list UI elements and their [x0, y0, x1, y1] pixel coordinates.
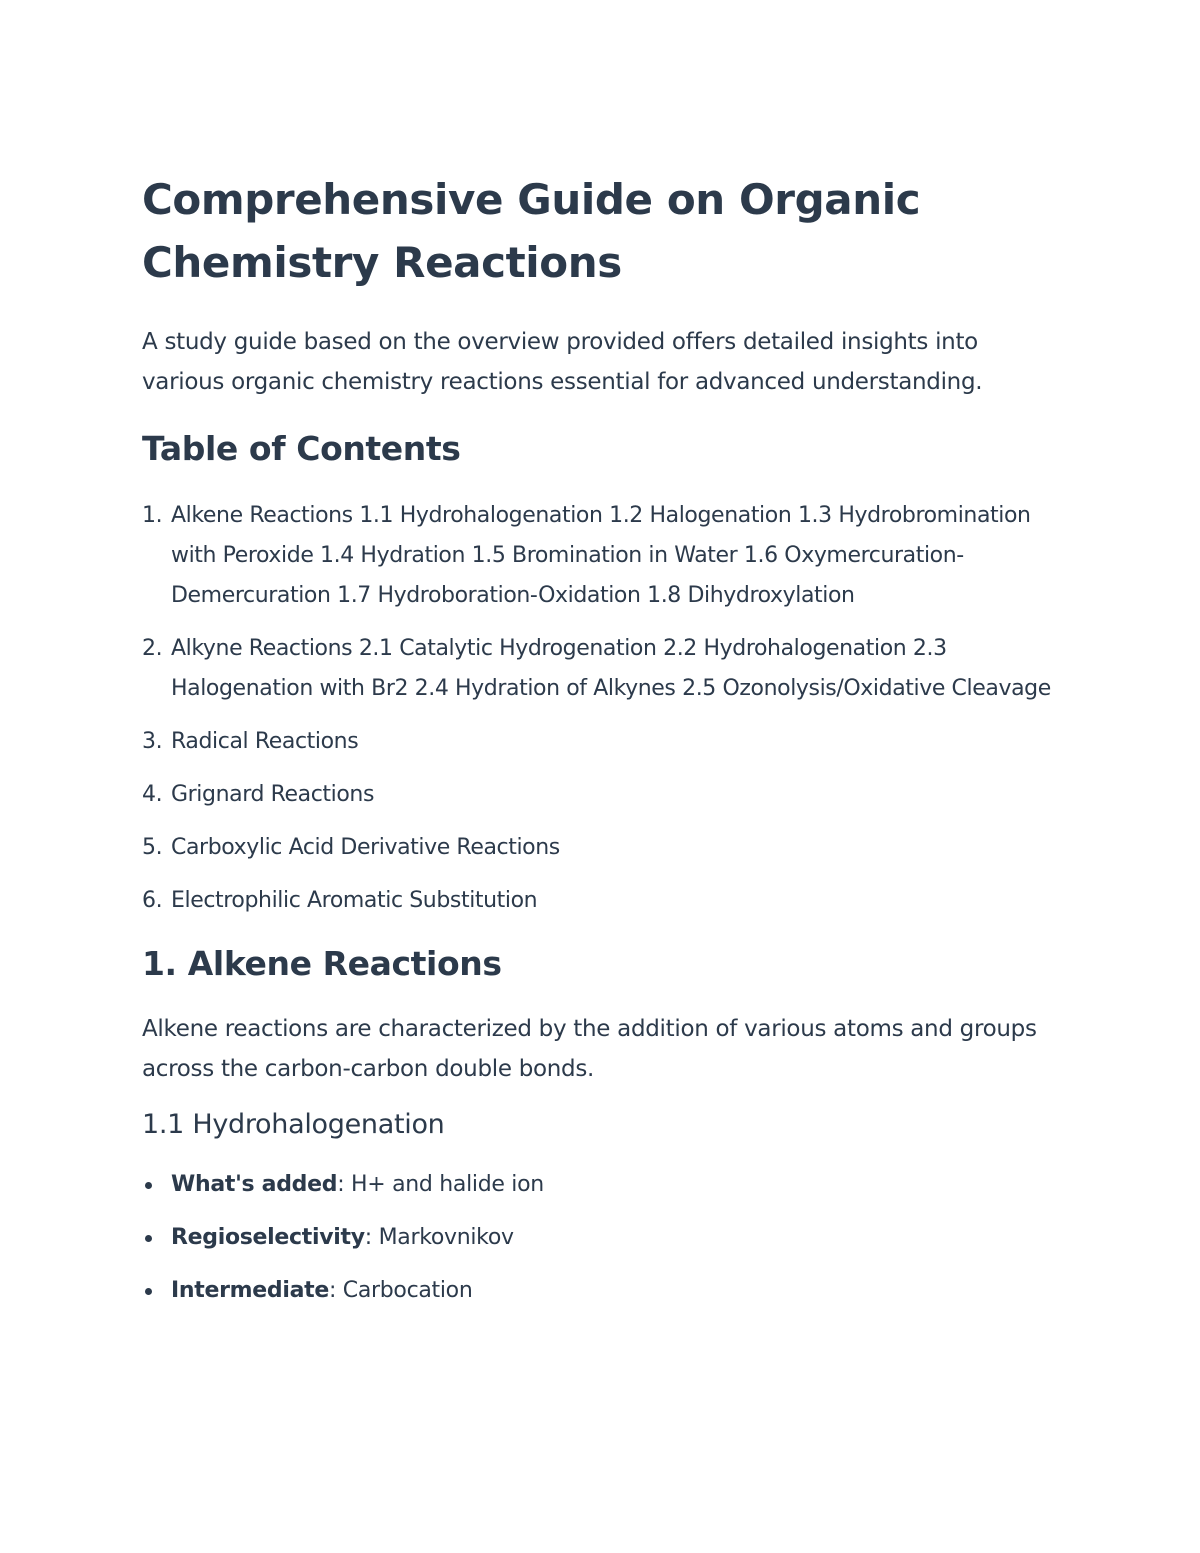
- toc-item-text: Alkyne Reactions 2.1 Catalytic Hydrogenation 2.2 Hydrohalogenation 2.3 Halogenation with Br2 2.4 Hydration of Alkynes 2.5 Ozonolysis/Oxidative Cleavage: [171, 636, 1051, 701]
- toc-item-number: 5.: [142, 835, 163, 860]
- toc-item-text: Electrophilic Aromatic Substitution: [171, 888, 538, 913]
- toc-list: [142, 496, 1062, 921]
- toc-item: [142, 496, 1062, 616]
- toc-item-number: 3.: [142, 729, 163, 754]
- toc-item: [142, 775, 1062, 815]
- property-value: : Markovnikov: [364, 1225, 514, 1250]
- document-page: [142, 168, 1062, 1324]
- toc-item-number: 1.: [142, 503, 163, 528]
- toc-item-number: 6.: [142, 888, 163, 913]
- property-label: Intermediate: [171, 1278, 329, 1303]
- property-item: [142, 1165, 1062, 1205]
- bullet-icon: [145, 1182, 152, 1189]
- toc-item-number: 2.: [142, 636, 163, 661]
- toc-item-text: Alkene Reactions 1.1 Hydrohalogenation 1.2 Halogenation 1.3 Hydrobromination with Peroxide 1.4 Hydration 1.5 Bromination in Water 1.6 Oxymercuration-Demercuration 1.7 Hydroboration-Oxidation 1.8 Dihydroxylation: [171, 503, 1031, 608]
- page-title: Comprehensive Guide on Organic Chemistry Reactions: [142, 175, 921, 287]
- property-item: [142, 1271, 1062, 1311]
- subsection-heading: 1.1 Hydrohalogenation: [142, 1109, 445, 1140]
- property-item: [142, 1218, 1062, 1258]
- toc-item: [142, 629, 1062, 709]
- section-intro: Alkene reactions are characterized by the addition of various atoms and groups across the carbon-carbon double bonds.: [142, 1016, 1037, 1082]
- toc-item: [142, 722, 1062, 762]
- toc-item-number: 4.: [142, 782, 163, 807]
- page-subtitle: A study guide based on the overview provided offers detailed insights into various organic chemistry reactions essential for advanced understanding.: [142, 329, 983, 395]
- toc-item: [142, 881, 1062, 921]
- property-list: [142, 1165, 1062, 1311]
- bullet-icon: [145, 1288, 152, 1295]
- property-value: : Carbocation: [328, 1278, 473, 1303]
- toc-item-text: Radical Reactions: [171, 729, 359, 754]
- toc-item-text: Carboxylic Acid Derivative Reactions: [171, 835, 560, 860]
- toc-heading: Table of Contents: [142, 429, 461, 468]
- property-label: What's added: [171, 1172, 338, 1197]
- section-heading: 1. Alkene Reactions: [142, 944, 502, 983]
- toc-item-text: Grignard Reactions: [171, 782, 375, 807]
- property-value: : H+ and halide ion: [337, 1172, 544, 1197]
- bullet-icon: [145, 1235, 152, 1242]
- toc-item: [142, 828, 1062, 868]
- property-label: Regioselectivity: [171, 1225, 365, 1250]
